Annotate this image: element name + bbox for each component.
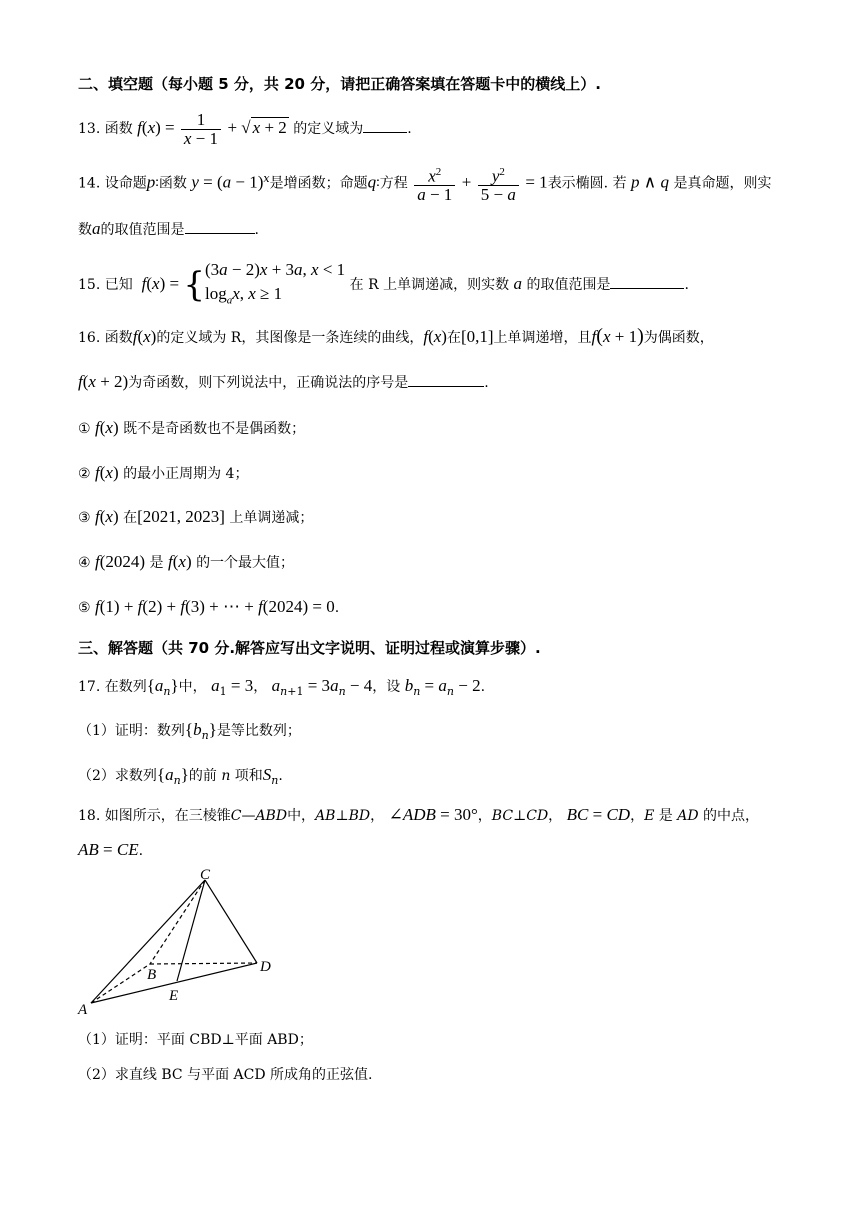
label-c: C — [200, 867, 211, 883]
answer-blank — [408, 372, 484, 387]
q17-part-2: （2）求数列$\{a_n\}$的前 n 项和$S_n$. — [78, 765, 283, 787]
q18-part-2: （2）求直线 BC 与平面 ACD 所成角的正弦值. — [78, 1067, 373, 1083]
label-a: A — [78, 1002, 88, 1018]
question-14-line2: 数a的取值范围是 . — [78, 219, 259, 238]
question-16-line2: f(x + 2)为奇函数，则下列说法中，正确说法的序号是 . — [78, 372, 489, 391]
question-18-line2: AB = CE. — [78, 840, 144, 859]
label-e: E — [169, 988, 179, 1004]
section-3-heading: 三、解答题（共 70 分.解答应写出文字说明、证明过程或演算步骤）. — [78, 639, 541, 657]
section-2-heading: 二、填空题（每小题 5 分，共 20 分，请把正确答案填在答题卡中的横线上）. — [78, 75, 601, 93]
label-b: B — [147, 967, 157, 983]
q16-option-1: ① f(x) 既不是奇函数也不是偶函数； — [78, 418, 306, 437]
q16-option-5: ⑤ f(1) + f(2) + f(3) + ⋯ + f(2024) = 0. — [78, 597, 340, 616]
q16-option-4: ④ f(2024) 是 f(x) 的一个最大值； — [78, 552, 295, 571]
answer-blank — [185, 219, 255, 234]
label-d: D — [260, 959, 271, 975]
question-16: 16. 函数f(x)的定义域为 R，其图像是一条连续的曲线，f(x)在[0,1]上单调递增，且f(x + 1)为偶函数， — [78, 325, 714, 347]
answer-blank — [363, 118, 407, 133]
question-13: 13. 函数 f(x) = $\frac{1}{x - 1}$ + √ x + 2 的定义域为 . — [78, 109, 412, 148]
q13-number: 13. — [78, 121, 101, 137]
question-14: 14. 设命题p∶函数 $y = (a - 1)^x$是增函数；命题q∶方程 $\frac{x^2}{a - 1}$ + $\frac{y^2}{5 - a}$ = 1表示椭圆. 若 p ∧ q 是真命题，则实 — [78, 158, 771, 205]
q16-option-2: ② f(x) 的最小正周期为 4； — [78, 463, 249, 482]
question-18: 18. 如图所示，在三棱锥C—ABD中，AB⊥BD， ∠ADB = 30°，BC⊥CD， BC = CD，E 是 AD 的中点， — [78, 805, 760, 824]
tetrahedron-figure — [72, 866, 292, 1018]
question-17: 17. 在数列$\{a_n\}$中， $a_1 = 3$， $a_{n+1} = 3a_n - 4$，设 $b_n = a_n - 2$. — [78, 676, 486, 698]
q18-part-1: （1）证明：平面 CBD⊥平面 ABD； — [78, 1032, 313, 1048]
q17-part-1: （1）证明：数列$\{b_n\}$是等比数列； — [78, 720, 301, 742]
answer-blank — [610, 274, 684, 289]
question-15: 15. 已知 f(x) = { (3a − 2)x + 3a, x < 1 $\log_ax$, x ≥ 1 在 R 上单调递减，则实数 a 的取值范围是 . — [78, 260, 689, 307]
q16-option-3: ③ f(x) 在[2021, 2023] 上单调递减； — [78, 507, 314, 526]
